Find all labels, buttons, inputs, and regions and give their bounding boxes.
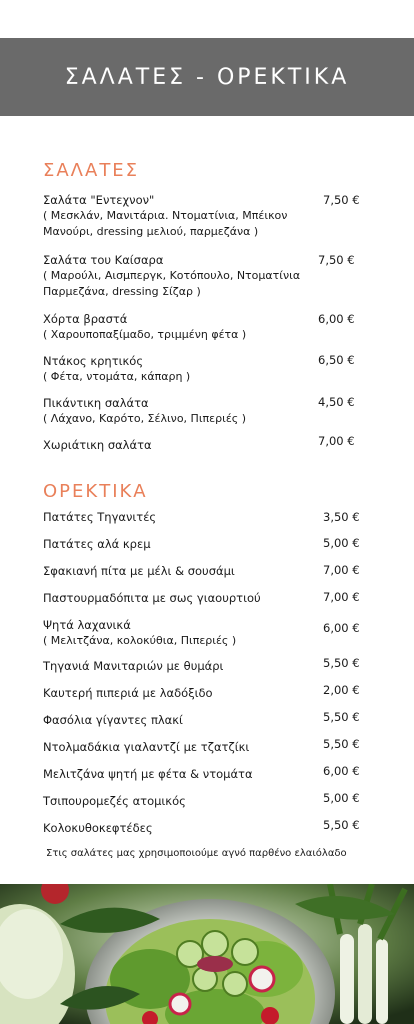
item-name: Μελιτζάνα ψητή με φέτα & ντομάτα <box>43 767 253 781</box>
item-price: 7,50 € <box>323 193 360 207</box>
item-price: 5,50 € <box>323 710 360 724</box>
item-price: 5,50 € <box>323 737 360 751</box>
item-price: 5,00 € <box>323 791 360 805</box>
item-name: Χωριάτικη σαλάτα <box>43 438 152 452</box>
item-price: 6,00 € <box>318 312 355 326</box>
item-name: Ψητά λαχανικά <box>43 618 131 632</box>
item-name: Πικάντικη σαλάτα <box>43 396 149 410</box>
item-name: Τηγανιά Μανιταριών με θυμάρι <box>43 659 224 673</box>
item-price: 7,00 € <box>323 590 360 604</box>
item-price: 2,00 € <box>323 683 360 697</box>
item-description: ( Φέτα, ντομάτα, κάπαρη ) <box>43 370 191 383</box>
salads-section-title: ΣΑΛΑΤΕΣ <box>43 160 140 181</box>
item-description: ( Μαρούλι, Αισμπεργκ, Κοτόπουλο, Ντοματίνια Παρμεζάνα, dressing Σίζαρ ) <box>43 269 301 298</box>
item-price: 5,50 € <box>323 818 360 832</box>
olive-oil-note: Στις σαλάτες μας χρησιμοποιούμε αγνό παρθένο ελαιόλαδο <box>46 848 347 859</box>
item-price: 7,00 € <box>323 563 360 577</box>
item-name: Σαλάτα του Καίσαρα <box>43 253 164 267</box>
item-price: 7,00 € <box>318 434 355 448</box>
item-description: ( Λάχανο, Καρότο, Σέλινο, Πιπεριές ) <box>43 412 247 425</box>
item-name: Παστουρμαδόπιτα με σως γιαουρτιού <box>43 591 261 605</box>
item-name: Σφακιανή πίτα με μέλι & σουσάμι <box>43 564 235 578</box>
item-price: 6,00 € <box>323 764 360 778</box>
item-name: Φασόλια γίγαντες πλακί <box>43 713 183 727</box>
item-description: ( Μεσκλάν, Μανιτάρια. Ντοματίνια, Μπέικον Μανούρι, dressing μελιού, παρμεζάνα ) <box>43 209 288 238</box>
salad-photo-art <box>0 884 414 1024</box>
item-name: Πατάτες Τηγανιτές <box>43 510 157 524</box>
appetizers-section-title: ΟΡΕΚΤΙΚΑ <box>43 481 148 502</box>
item-price: 7,50 € <box>318 253 355 267</box>
item-price: 4,50 € <box>318 395 355 409</box>
item-description: ( Χαρουποπαξίμαδο, τριμμένη φέτα ) <box>43 328 247 341</box>
item-price: 6,00 € <box>323 621 360 635</box>
item-name: Κολοκυθοκεφτέδες <box>43 821 153 835</box>
item-name: Σαλάτα "Εντεχνον" <box>43 193 155 207</box>
item-price: 5,50 € <box>323 656 360 670</box>
salad-bowl-photo <box>0 884 414 1024</box>
item-name: Ντάκος κρητικός <box>43 354 144 368</box>
item-name: Χόρτα βραστά <box>43 312 128 326</box>
item-name: Καυτερή πιπεριά με λαδόξιδο <box>43 686 213 700</box>
item-name: Τσιπουρομεζές ατομικός <box>43 794 186 808</box>
item-price: 3,50 € <box>323 510 360 524</box>
item-name: Ντολμαδάκια γιαλαντζί με τζατζίκι <box>43 740 250 754</box>
page-title: ΣΑΛΑΤΕΣ - ΟΡΕΚΤΙΚΑ <box>64 64 350 90</box>
item-price: 5,00 € <box>323 536 360 550</box>
item-description: ( Μελιτζάνα, κολοκύθια, Πιπεριές ) <box>43 634 237 647</box>
item-name: Πατάτες αλά κρεμ <box>43 537 151 551</box>
item-price: 6,50 € <box>318 353 355 367</box>
header-band <box>0 38 414 116</box>
